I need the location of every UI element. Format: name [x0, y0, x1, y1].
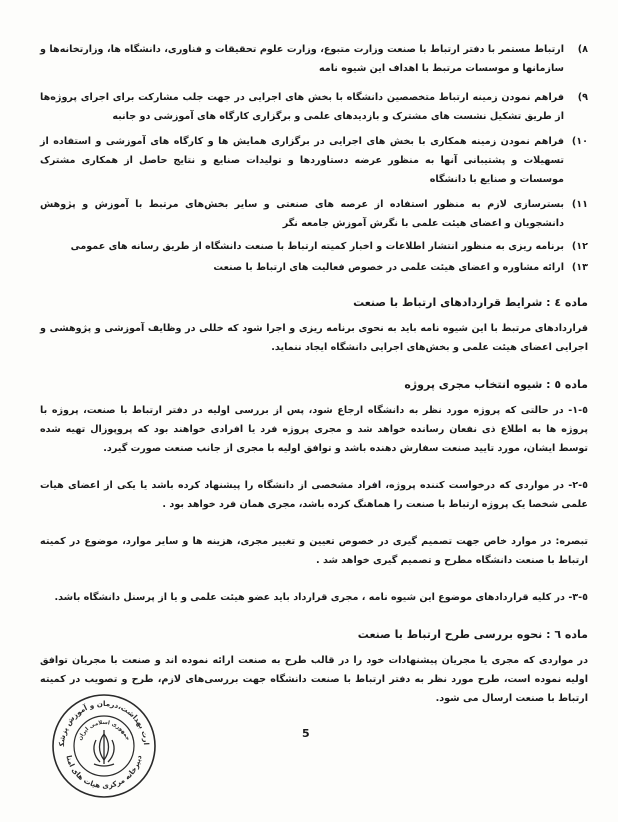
seal-inner-text: جمهوری اسلامی ایران — [77, 719, 131, 742]
list-item-text: ارائه مشاوره و اعضای هیئت علمی در خصوص فعالیت های ارتباط با صنعت — [213, 262, 564, 273]
list-item — [40, 40, 588, 78]
seal-bottom-text: دبیرخانه مرکزی هیات های امنا — [64, 754, 144, 791]
list-item — [40, 132, 588, 189]
list-item-text: ارتباط مستمر با دفتر ارتباط با صنعت وزارت متبوع، وزارت علوم تحقیقات و فناوری، دانشگاه ها، وزارتخانه‌ها و سازمانها و موسسات مرتبط با اهداف این شیوه نامه — [40, 44, 564, 74]
list-item-number: ۸) — [577, 44, 588, 55]
seal-outer-text: ارت بهداشت،درمان و آموزش پزشک — [56, 698, 152, 747]
list-item-number: ۱۱) — [571, 199, 588, 210]
list-item-number: ۹) — [577, 92, 588, 103]
article-4-heading: ماده ٤ : شرایط قراردادهای ارتباط با صنعت — [353, 296, 588, 309]
list-item-number: ۱۳) — [571, 262, 588, 273]
official-seal — [50, 692, 158, 800]
list-item-text: برنامه ریزی به منظور انتشار اطلاعات و اخبار کمیته ارتباط با صنعت دانشگاه از طریق رسانه های عمومی — [70, 241, 564, 252]
article-6-body: در مواردی که مجری یا مجریان پیشنهادات خود را در قالب طرح به صنعت ارائه نموده اند و صنعت با مجریان توافق اولیه نموده است، طرح مورد نظر به دفتر ارتباط با صنعت دانشگاه جهت بررسی‌های لازم، طرح و تصویب در کمیته ارتباط با صنعت ارسال می شود. — [40, 655, 588, 704]
note-label: تبصره: — [555, 536, 588, 547]
emblem-icon — [94, 730, 114, 766]
list-item — [40, 237, 588, 256]
note-text: در موارد خاص جهت تصمیم گیری در خصوص تعیین و تغییر مجری، هزینه ها و سایر موارد، موضوع در کمیته ارتباط با صنعت دانشگاه مطرح و تصمیم گیری خواهد شد . — [40, 536, 588, 566]
article-5-clause-3: ٥-٣- در کلیه قراردادهای موضوع این شیوه نامه ، مجری قرارداد باید عضو هیئت علمی و یا از پرسنل دانشگاه باشد. — [54, 592, 588, 603]
article-6-heading: ماده ٦ : نحوه بررسی طرح ارتباط با صنعت — [357, 628, 588, 641]
list-item — [40, 195, 588, 233]
list-item — [40, 258, 588, 277]
list-item-number: ۱۲) — [571, 241, 588, 252]
article-5-clause-2: ٥-٢- در مواردی که درخواست کننده پروژه، افراد مشخصی از دانشگاه را پیشنهاد کرده باشد یا یکی از اعضای هیات علمی شخصا یک پروژه ارتباط با صنعت را هماهنگ کرده باشد، مجری همان فرد خواهد بود . — [40, 480, 588, 510]
list-item-text: فراهم نمودن زمینه همکاری با بخش های اجرایی در برگزاری همایش ها و کارگاه های آموزشی و استفاده از تسهیلات و پشتیبانی آنها به منظور عرضه دستاوردها و تولیدات صنایع و نتایج حاصل از همکاری مشترک موسسات و صنایع با دانشگاه — [40, 136, 564, 185]
article-5-heading: ماده ٥ : شیوه انتخاب مجری پروژه — [404, 378, 588, 391]
article-5-clause-1: ٥-١- در حالتی که پروژه مورد نظر به دانشگاه ارجاع شود، پس از بررسی اولیه در دفتر ارتباط با صنعت، پروژه با پروژه ها به اطلاع ذی نفعان رسانده خواهد شد و مجری پروژه فرد یا افرادی خواهند بود که پروپوزال تهیه شده توسط ایشان، مورد تایید صنعت سفارش دهنده باشد و توافق اولیه با مجری از جانب صنعت صورت گیرد. — [40, 405, 588, 454]
list-item-text: فراهم نمودن زمینه ارتباط متخصصین دانشگاه با بخش های اجرایی در جهت جلب مشارکت برای اجرای پروژه‌ها از طریق تشکیل نشست های مشترک و بازدیدهای علمی و برگزاری کارگاه های آموزشی دو جانبه — [40, 92, 564, 122]
list-item-text: بسترسازی لازم به منظور استفاده از عرصه های صنعتی و سایر بخش‌های مرتبط با آموزش و پژوهش دانشجویان و اعضای هیئت علمی با نگرش آموزش جامعه نگر — [40, 199, 564, 229]
list-item — [40, 88, 588, 126]
page-number: 5 — [302, 727, 310, 740]
document-body — [40, 40, 588, 720]
list-item-number: ۱۰) — [571, 136, 588, 147]
article-5-note — [40, 532, 588, 570]
article-4-body: قراردادهای مرتبط با این شیوه نامه باید به نحوی برنامه ریزی و اجرا شود که خللی در وظایف آموزشی و پژوهشی و اجرایی اعضای هیئت علمی و بخش‌های اجرایی دانشگاه ایجاد ننماید. — [40, 323, 588, 353]
